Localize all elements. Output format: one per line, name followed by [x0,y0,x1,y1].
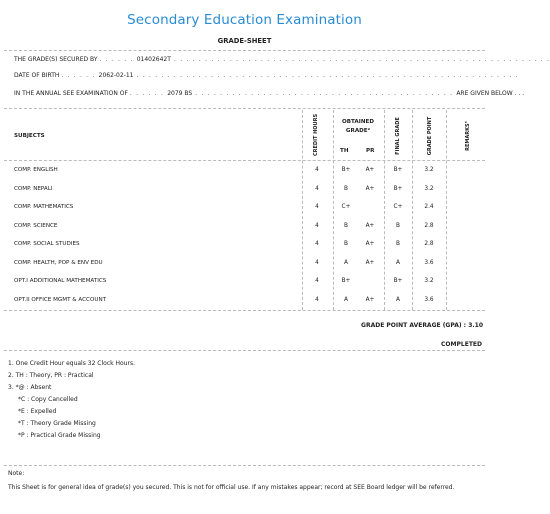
table-bottom-divider [4,310,485,311]
grade-th: B+ [341,167,351,173]
credit-hours: 4 [315,278,319,284]
footnote-1: 1. One Credit Hour equals 32 Clock Hours. [8,360,135,367]
symbol-number: 01402642T [136,56,171,63]
grade-pr: A+ [365,167,375,173]
gpa-value: 3.10 [468,322,483,329]
grades-secured-label: THE GRADE(S) SECURED BY [14,56,98,63]
grade-th: B [344,222,348,229]
subject-name: COMP. SOCIAL STUDIES [14,241,80,247]
final-grade: C+ [393,204,403,210]
final-grade: B+ [393,185,403,192]
divider [4,350,485,351]
divider [4,50,485,51]
header-pr: PR [366,148,375,154]
status-completed: COMPLETED [441,341,482,348]
grade-th: B [344,241,348,247]
gpa-label: GRADE POINT AVERAGE (GPA) : [361,322,467,329]
subject-name: COMP. NEPALI [14,185,53,192]
footnote-expelled: *E : Expelled [18,408,57,415]
grade-pr: A+ [365,241,375,247]
grade-pr: A+ [365,296,375,303]
column-divider [412,110,413,310]
final-grade: B+ [393,278,403,284]
credit-hours: 4 [315,167,319,173]
grades-secured-line: THE GRADE(S) SECURED BY . . . . . . 01402642T . . . . . . . . . . . . . . . . . . . . . . . . . . . . . . . . . . . . . . . . . . . . . . . . . . . . . . . . . . . . . [14,56,550,63]
divider [4,108,485,109]
grade-pr: A+ [365,222,375,229]
footnote-3: 3. *@ : Absent [8,384,52,391]
subject-name: COMP. HEALTH, POP & ENV EDU [14,259,103,266]
grade-point: 2.8 [424,241,434,247]
footnote-copy-cancelled: *C : Copy Cancelled [18,396,78,403]
subject-name: COMP. SCIENCE [14,222,58,229]
final-grade: B [396,222,400,229]
column-divider [302,110,303,310]
grade-point: 3.2 [424,167,434,173]
grade-point: 2.8 [424,222,434,229]
exam-label: IN THE ANNUAL SEE EXAMINATION OF [14,90,128,97]
given-below: ARE GIVEN BELOW . . . [456,90,525,97]
final-grade: A [396,296,400,303]
credit-hours: 4 [315,185,319,192]
grade-th: A [344,259,348,266]
exam-line: IN THE ANNUAL SEE EXAMINATION OF . . . . . . 2079 BS . . . . . . . . . . . . . . . . . . . . . . . . . . . . . . . . . . . . . . . . . . ARE GIVEN BELOW . . . [14,90,525,97]
credit-hours: 4 [315,204,319,210]
grade-pr: A+ [365,185,375,192]
grade-th: B+ [341,278,351,284]
grade-point: 3.2 [424,185,434,192]
grade-point: 2.4 [424,204,434,210]
credit-hours: 4 [315,241,319,247]
page-subtitle: GRADE-SHEET [217,37,272,45]
exam-year: 2079 BS [167,90,193,97]
grade-th: C+ [341,204,351,210]
subject-name: OPT.II OFFICE MGMT & ACCOUNT [14,296,107,303]
grade-th: B [344,185,348,192]
note-body: This Sheet is for general idea of grade(s) you secured. This is not for official use. If any mistakes appear; record at SEE Board ledger will be referred. [8,484,455,491]
dob-label: DATE OF BIRTH [14,72,60,79]
subject-name: COMP. ENGLISH [14,167,58,173]
footnote-practical-missing: *P : Practical Grade Missing [18,432,101,439]
footnote-theory-missing: *T : Theory Grade Missing [18,420,96,427]
header-obtained-grade: OBTAINED GRADE² [342,119,374,134]
header-remarks: REMARKS³ [465,121,471,151]
column-divider [384,110,385,310]
subject-name: COMP. MATHEMATICS [14,204,74,210]
credit-hours: 4 [315,259,319,266]
grade-th: A [344,296,348,303]
credit-hours: 4 [315,296,319,303]
note-title: Note: [8,470,25,477]
final-grade: B [396,241,400,247]
final-grade: B+ [393,167,403,173]
grade-point: 3.6 [424,259,434,266]
header-subjects: SUBJECTS [14,133,45,139]
page-title: Secondary Education Examination [127,12,362,28]
grade-point: 3.2 [424,278,434,284]
grade-pr: A+ [365,259,375,266]
divider [4,465,485,466]
credit-hours: 4 [315,222,319,229]
footnote-2: 2. TH : Theory, PR : Practical [8,372,94,379]
final-grade: A [396,259,400,266]
gpa-summary [361,322,483,329]
header-grade-point: GRADE POINT [427,116,433,156]
dob-line: DATE OF BIRTH . . . . . . 2062-02-11 . . . . . . . . . . . . . . . . . . . . . . . . . . . . . . . . . . . . . . . . . . . . . . . . . . . . . . . . . . . . . . [14,72,519,79]
subject-name: OPT.I ADDITIONAL MATHEMATICS [14,278,107,284]
header-credit-hours: CREDIT HOURS [313,113,319,156]
column-divider [446,110,447,310]
dob-value: 2062-02-11 [98,72,134,79]
header-th: TH [340,148,349,154]
header-final-grade: FINAL GRADE [395,117,401,155]
grade-point: 3.6 [424,296,434,303]
